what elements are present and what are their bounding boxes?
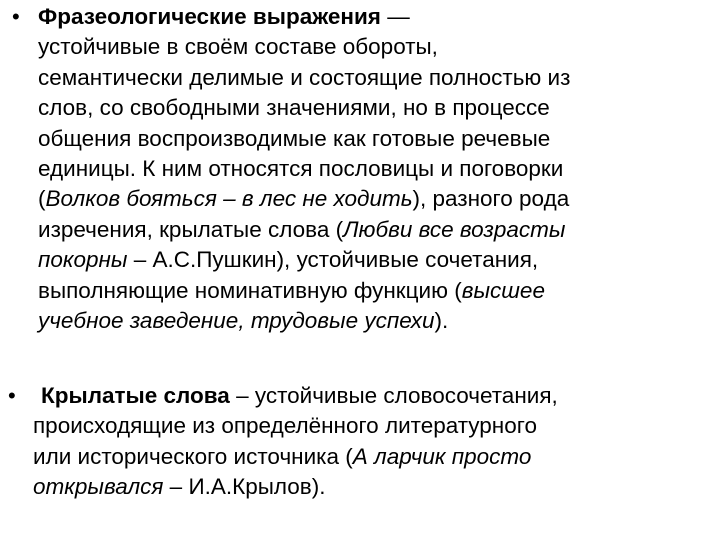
text-fragment: – И.А.Крылов). xyxy=(163,474,326,500)
text-line xyxy=(33,472,558,502)
text-line: устойчивые в своём составе обороты, xyxy=(38,34,438,60)
example-fable: А ларчик просто xyxy=(352,443,532,469)
text-line xyxy=(38,2,570,32)
text-line: происходящие из определённого литературного xyxy=(33,413,537,439)
text-fragment: изречения, крылатые слова ( xyxy=(38,216,344,242)
term-phraseological-expressions: Фразеологические выражения xyxy=(38,4,381,29)
text-fragment: или исторического источника ( xyxy=(33,443,353,469)
text-line xyxy=(38,276,570,306)
bullet-marker: • xyxy=(8,383,16,408)
text-line xyxy=(33,442,558,472)
text-line xyxy=(38,306,570,336)
text-fragment: выполняющие номинативную функцию ( xyxy=(38,277,462,303)
term-winged-words: Крылатые слова xyxy=(41,383,230,408)
text-line xyxy=(38,215,570,245)
example-collocation: высшее xyxy=(461,277,545,303)
paren-open: ( xyxy=(38,186,46,212)
text-line xyxy=(33,381,558,411)
text-fragment: ). xyxy=(434,307,449,333)
example-quote: Любви все возрасты xyxy=(343,216,566,242)
text-fragment: ), разного рода xyxy=(412,186,570,212)
text-line xyxy=(38,184,570,214)
text-line: семантически делимые и состоящие полностью из xyxy=(38,64,571,90)
text-line: слов, со свободными значениями, но в процессе xyxy=(38,95,550,121)
bullet-marker: • xyxy=(12,4,20,29)
term-dash: — xyxy=(380,4,410,29)
text-fragment: – устойчивые словосочетания, xyxy=(229,383,558,408)
example-proverb: Волков бояться – в лес не ходить xyxy=(45,186,413,212)
text-line xyxy=(38,245,570,275)
example-quote-end: покорны xyxy=(38,247,128,273)
bullet-text xyxy=(38,2,570,336)
example-collocation-end: учебное заведение, трудовые успехи xyxy=(38,307,435,333)
text-line: общения воспроизводимые как готовые речевые xyxy=(38,125,551,151)
text-line: единицы. К ним относятся пословицы и поговорки xyxy=(38,155,564,181)
bullet-text xyxy=(33,381,558,503)
text-fragment: – А.С.Пушкин), устойчивые сочетания, xyxy=(127,247,539,273)
example-fable-end: открывался xyxy=(33,474,164,500)
